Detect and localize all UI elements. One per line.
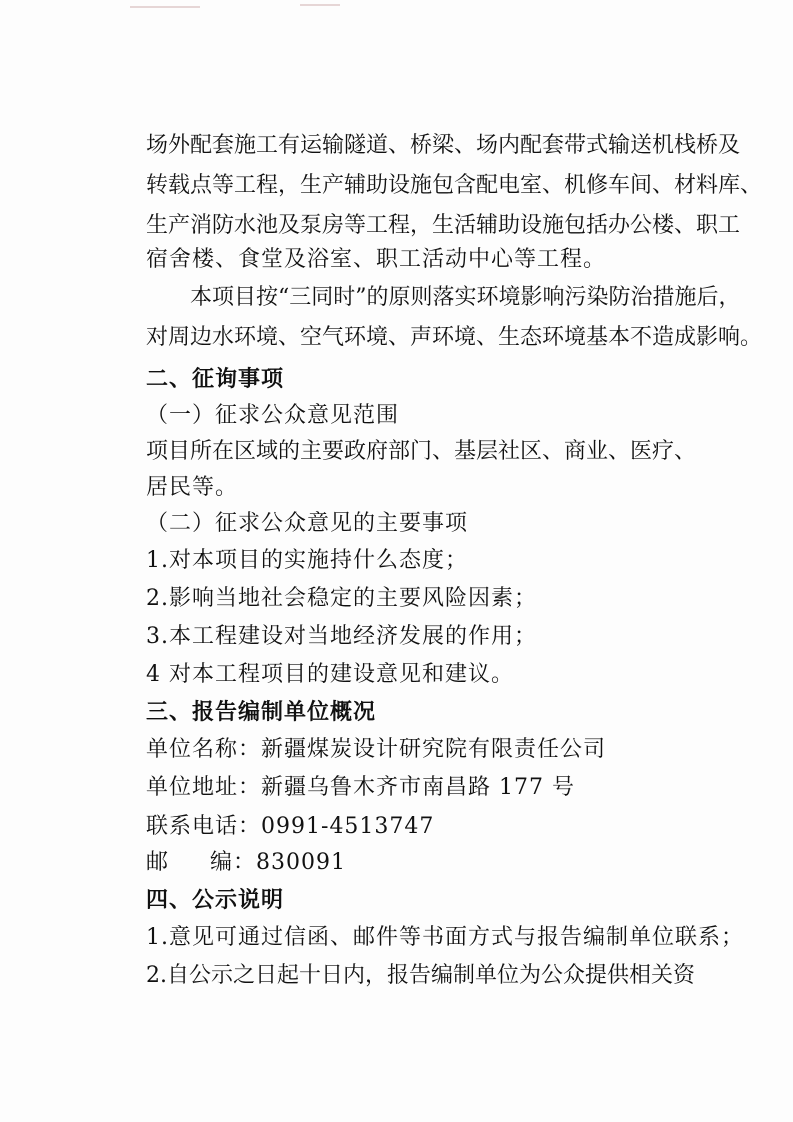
section-heading: 三、报告编制单位概况 [146, 700, 377, 725]
paragraph-line: 场外配套施工有运输隧道、桥梁、场内配套带式输送机栈桥及 [146, 133, 741, 158]
phone-row [146, 812, 434, 842]
phone-label: 联系电话： [146, 814, 262, 839]
unit-name-label: 单位名称： [146, 737, 262, 762]
list-item: 4 对本工程项目的建设意见和建议。 [146, 662, 514, 687]
list-item: 2.影响当地社会稳定的主要风险因素； [146, 586, 537, 611]
unit-address-value: 新疆乌鲁木齐市南昌路 177 号 [261, 775, 575, 800]
paragraph-line: 对周边水环境、空气环境、声环境、生态环境基本不造成影响。 [146, 325, 763, 350]
subsection-heading: （一）征求公众意见范围 [146, 403, 400, 428]
list-item: 1.意见可通过信函、邮件等书面方式与报告编制单位联系； [146, 925, 744, 950]
section-heading: 二、征询事项 [146, 367, 285, 392]
list-item: 1.对本项目的实施持什么态度； [146, 548, 468, 573]
phone-value: 0991-4513747 [261, 814, 435, 839]
paragraph-line: 本项目按“三同时”的原则落实环境影响污染防治措施后， [190, 285, 741, 310]
unit-address-label: 单位地址： [146, 775, 262, 800]
section-heading: 四、公示说明 [146, 888, 285, 913]
list-item: 2.自公示之日起十日内，报告编制单位为公众提供相关资 [146, 963, 695, 988]
paragraph-line: 宿舍楼、食堂及浴室、职工活动中心等工程。 [146, 247, 607, 272]
paragraph-line: 转载点等工程，生产辅助设施包含配电室、机修车间、材料库、 [146, 173, 763, 198]
unit-name-row [146, 735, 606, 765]
scan-mark [130, 6, 200, 8]
scan-mark [300, 4, 340, 6]
paragraph-line: 生产消防水池及泵房等工程，生活辅助设施包括办公楼、职工 [146, 213, 741, 238]
postcode-label-end: 编： [210, 850, 257, 875]
unit-address-row [146, 773, 575, 803]
unit-name-value: 新疆煤炭设计研究院有限责任公司 [261, 737, 607, 762]
list-item: 3.本工程建设对当地经济发展的作用； [146, 624, 537, 649]
paragraph-line: 居民等。 [146, 475, 239, 500]
subsection-heading: （二）征求公众意见的主要事项 [146, 511, 469, 536]
postcode-value: 830091 [256, 850, 346, 875]
postcode-label-start: 邮 [146, 850, 170, 875]
paragraph-line: 项目所在区域的主要政府部门、基层社区、商业、医疗、 [146, 439, 697, 464]
postcode-row [146, 848, 346, 878]
